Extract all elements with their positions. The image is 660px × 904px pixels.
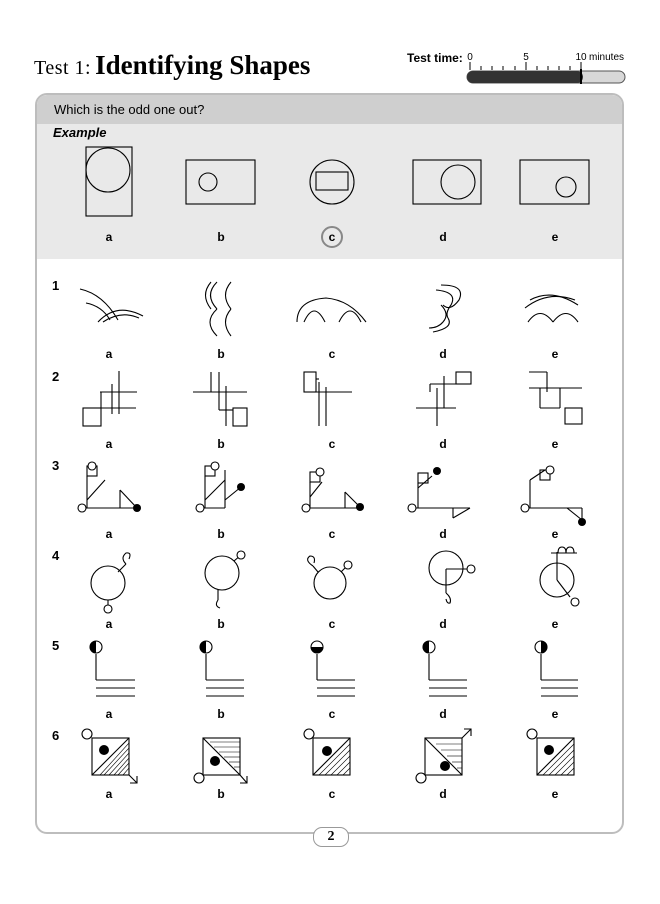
q2-figure-e: [529, 372, 582, 424]
q2-figure-c: [304, 372, 352, 426]
q1-option-c[interactable]: c: [328, 347, 336, 361]
example-figure-b: [186, 160, 255, 204]
q6-option-c[interactable]: c: [328, 787, 336, 801]
q4-figure-e: [540, 547, 577, 597]
q4-figure-a: [91, 553, 130, 606]
example-figure-a: [86, 147, 132, 216]
q4-figure-d: [429, 551, 467, 603]
q6-option-a[interactable]: a: [105, 787, 113, 801]
question-number-4: 4: [52, 548, 60, 563]
q1-option-d[interactable]: d: [439, 347, 447, 361]
q3-option-d[interactable]: d: [439, 527, 447, 541]
timer-label: Test time:: [407, 51, 463, 65]
q4-option-c[interactable]: c: [328, 617, 336, 631]
q6-option-b[interactable]: b: [217, 787, 225, 801]
example-option-d[interactable]: d: [439, 230, 447, 244]
q1-figure-a: [80, 289, 143, 322]
question-number-5: 5: [52, 638, 60, 653]
q1-option-e[interactable]: e: [551, 347, 559, 361]
example-figure-c: [310, 160, 354, 204]
timer-unit: minutes: [589, 52, 625, 63]
q1-option-a[interactable]: a: [105, 347, 113, 361]
q4-option-e[interactable]: e: [551, 617, 559, 631]
q3-figure-b: [200, 466, 241, 508]
test-title: Identifying Shapes: [95, 50, 311, 80]
example-label: Example: [53, 125, 107, 140]
q5-option-c[interactable]: c: [328, 707, 336, 721]
q1-option-b[interactable]: b: [217, 347, 225, 361]
q6-option-e[interactable]: e: [551, 787, 559, 801]
q2-option-e[interactable]: e: [551, 437, 559, 451]
example-option-c[interactable]: c: [328, 230, 336, 244]
q2-option-d[interactable]: d: [439, 437, 447, 451]
q5-option-a[interactable]: a: [105, 707, 113, 721]
q1-figure-e: [525, 295, 578, 322]
timer-tick-0: 0: [467, 52, 473, 63]
question-number-2: 2: [52, 369, 60, 384]
q3-option-a[interactable]: a: [105, 527, 113, 541]
q1-figure-d: [429, 285, 461, 332]
q3-figure-e: [525, 470, 582, 520]
example-option-a[interactable]: a: [105, 230, 113, 244]
example-option-b[interactable]: b: [217, 230, 225, 244]
q2-figure-d: [416, 372, 471, 426]
q6-figure-c: [313, 738, 350, 775]
timer-tick-10: 10: [575, 52, 587, 63]
q5-figure-a: [96, 654, 135, 696]
instruction-text: Which is the odd one out?: [54, 102, 205, 117]
q5-option-d[interactable]: d: [439, 707, 447, 721]
q5-figure-c: [317, 654, 355, 696]
question-number-6: 6: [52, 728, 60, 743]
q2-option-b[interactable]: b: [217, 437, 225, 451]
q2-figure-a: [83, 371, 137, 426]
q6-figure-b: [203, 738, 247, 783]
q5-figure-b: [206, 654, 244, 696]
timer-tick-5: 5: [523, 52, 529, 63]
q5-figure-d: [429, 654, 467, 696]
q5-option-b[interactable]: b: [217, 707, 225, 721]
question-number-1: 1: [52, 278, 60, 293]
q4-option-d[interactable]: d: [439, 617, 447, 631]
q1-figure-c: [297, 298, 366, 322]
example-option-e[interactable]: e: [551, 230, 559, 244]
q4-figure-c: [308, 556, 348, 599]
q1-figure-b: [206, 282, 232, 336]
q2-figure-b: [193, 372, 247, 426]
q6-figure-e: [537, 738, 574, 775]
q5-option-e[interactable]: e: [551, 707, 559, 721]
q3-option-e[interactable]: e: [551, 527, 559, 541]
page-number: 2: [313, 827, 349, 847]
q2-option-a[interactable]: a: [105, 437, 113, 451]
q3-option-b[interactable]: b: [217, 527, 225, 541]
example-figure-d: [413, 160, 481, 204]
q4-figure-b: [205, 555, 241, 608]
q6-figure-a: [92, 738, 137, 783]
q4-option-b[interactable]: b: [217, 617, 225, 631]
q3-figure-d: [412, 473, 470, 518]
q3-figure-c: [306, 472, 362, 508]
q3-option-c[interactable]: c: [328, 527, 336, 541]
q2-option-c[interactable]: c: [328, 437, 336, 451]
example-figure-e: [520, 160, 589, 204]
q5-figure-e: [541, 654, 578, 696]
test-label: Test 1:: [34, 57, 92, 79]
question-number-3: 3: [52, 458, 60, 473]
q3-figure-a: [82, 466, 137, 508]
q4-option-a[interactable]: a: [105, 617, 113, 631]
q6-option-d[interactable]: d: [439, 787, 447, 801]
